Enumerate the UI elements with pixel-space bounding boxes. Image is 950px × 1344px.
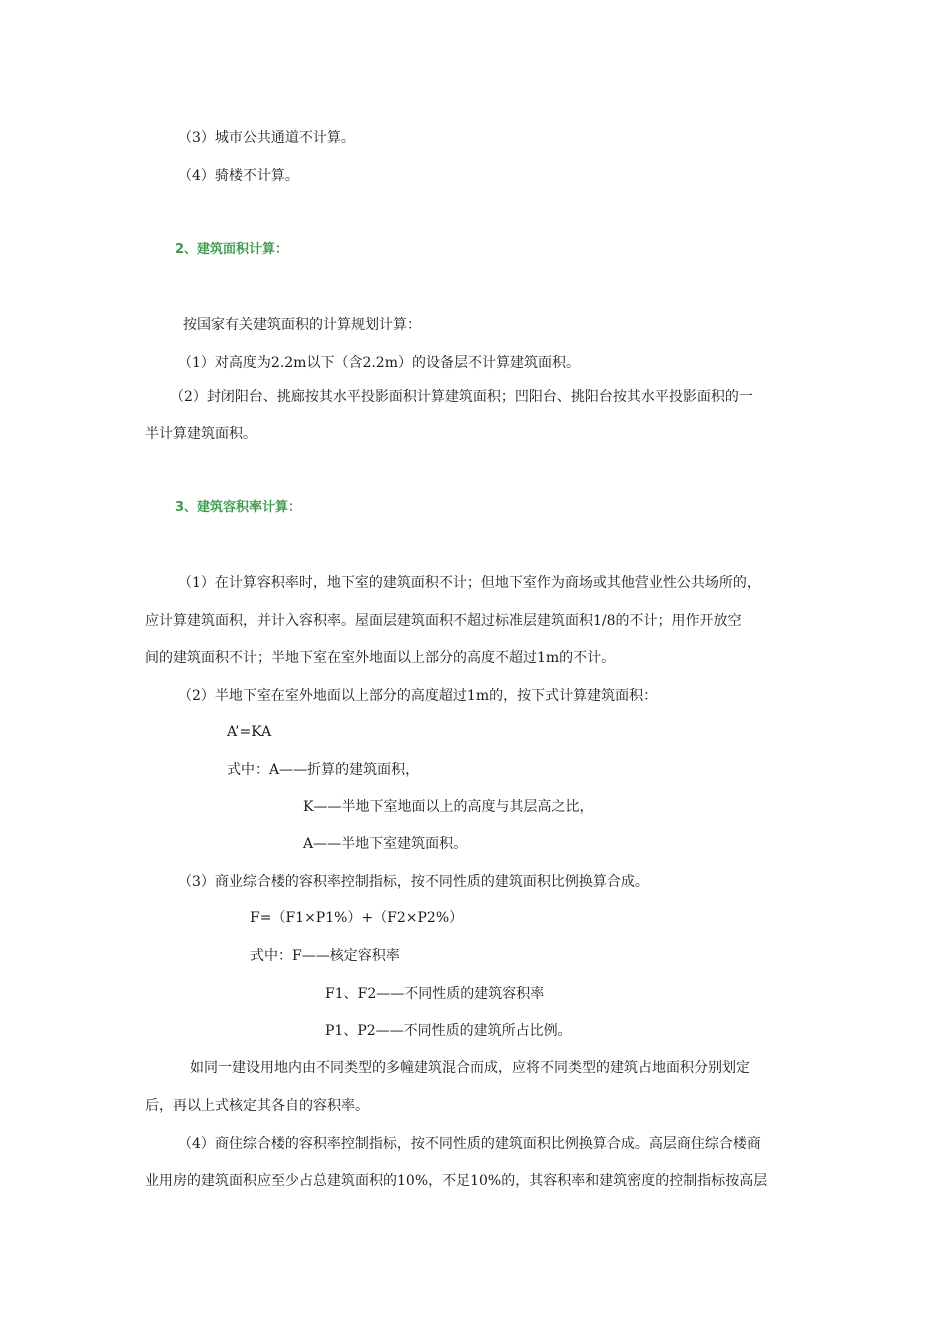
formula-legend: A——半地下室建筑面积。 (303, 836, 468, 852)
paragraph-line: 应计算建筑面积，并计入容积率。屋面层建筑面积不超过标准层建筑面积1/8的不计；用作开放空 (145, 613, 742, 629)
paragraph-line: 半计算建筑面积。 (145, 426, 257, 442)
formula-legend: 式中：F——核定容积率 (250, 948, 400, 964)
paragraph-line: （2）封闭阳台、挑廊按其水平投影面积计算建筑面积；凹阳台、挑阳台按其水平投影面积的一 (170, 389, 753, 405)
paragraph-line: 业用房的建筑面积应至少占总建筑面积的10%，不足10%的，其容积率和建筑密度的控制指标按高层 (145, 1173, 768, 1189)
formula-legend: K——半地下室地面以上的高度与其层高之比， (303, 799, 594, 815)
paragraph-line: 如同一建设用地内由不同类型的多幢建筑混合而成，应将不同类型的建筑占地面积分别划定 (190, 1060, 750, 1076)
paragraph-line: 后，再以上式核定其各自的容积率。 (145, 1098, 369, 1114)
paragraph-line: （2）半地下室在室外地面以上部分的高度超过1m的，按下式计算建筑面积： (178, 688, 658, 704)
list-item-3: （3）城市公共通道不计算。 (178, 130, 355, 146)
formula-legend: P1、P2——不同性质的建筑所占比例。 (325, 1023, 572, 1039)
formula-2: F=（F1×P1%）+（F2×P2%） (250, 910, 464, 926)
section-heading-3: 3、建筑容积率计算： (175, 500, 302, 515)
paragraph-intro: 按国家有关建筑面积的计算规划计算： (183, 317, 421, 333)
paragraph-line: （1）在计算容积率时，地下室的建筑面积不计；但地下室作为商场或其他营业性公共场所的， (178, 575, 761, 591)
formula-1: A’=KA (227, 724, 272, 740)
paragraph-line: （4）商住综合楼的容积率控制指标，按不同性质的建筑面积比例换算合成。高层商住综合楼商 (178, 1136, 761, 1152)
paragraph-line: （1）对高度为2.2m以下（含2.2m）的设备层不计算建筑面积。 (178, 355, 580, 371)
formula-legend: 式中：A——折算的建筑面积， (227, 762, 420, 778)
paragraph-line: 间的建筑面积不计；半地下室在室外地面以上部分的高度不超过1m的不计。 (145, 650, 616, 666)
paragraph-line: （3）商业综合楼的容积率控制指标，按不同性质的建筑面积比例换算合成。 (178, 874, 649, 890)
list-item-4: （4）骑楼不计算。 (178, 168, 299, 184)
formula-legend: F1、F2——不同性质的建筑容积率 (325, 986, 545, 1002)
section-heading-2: 2、建筑面积计算： (175, 242, 289, 257)
